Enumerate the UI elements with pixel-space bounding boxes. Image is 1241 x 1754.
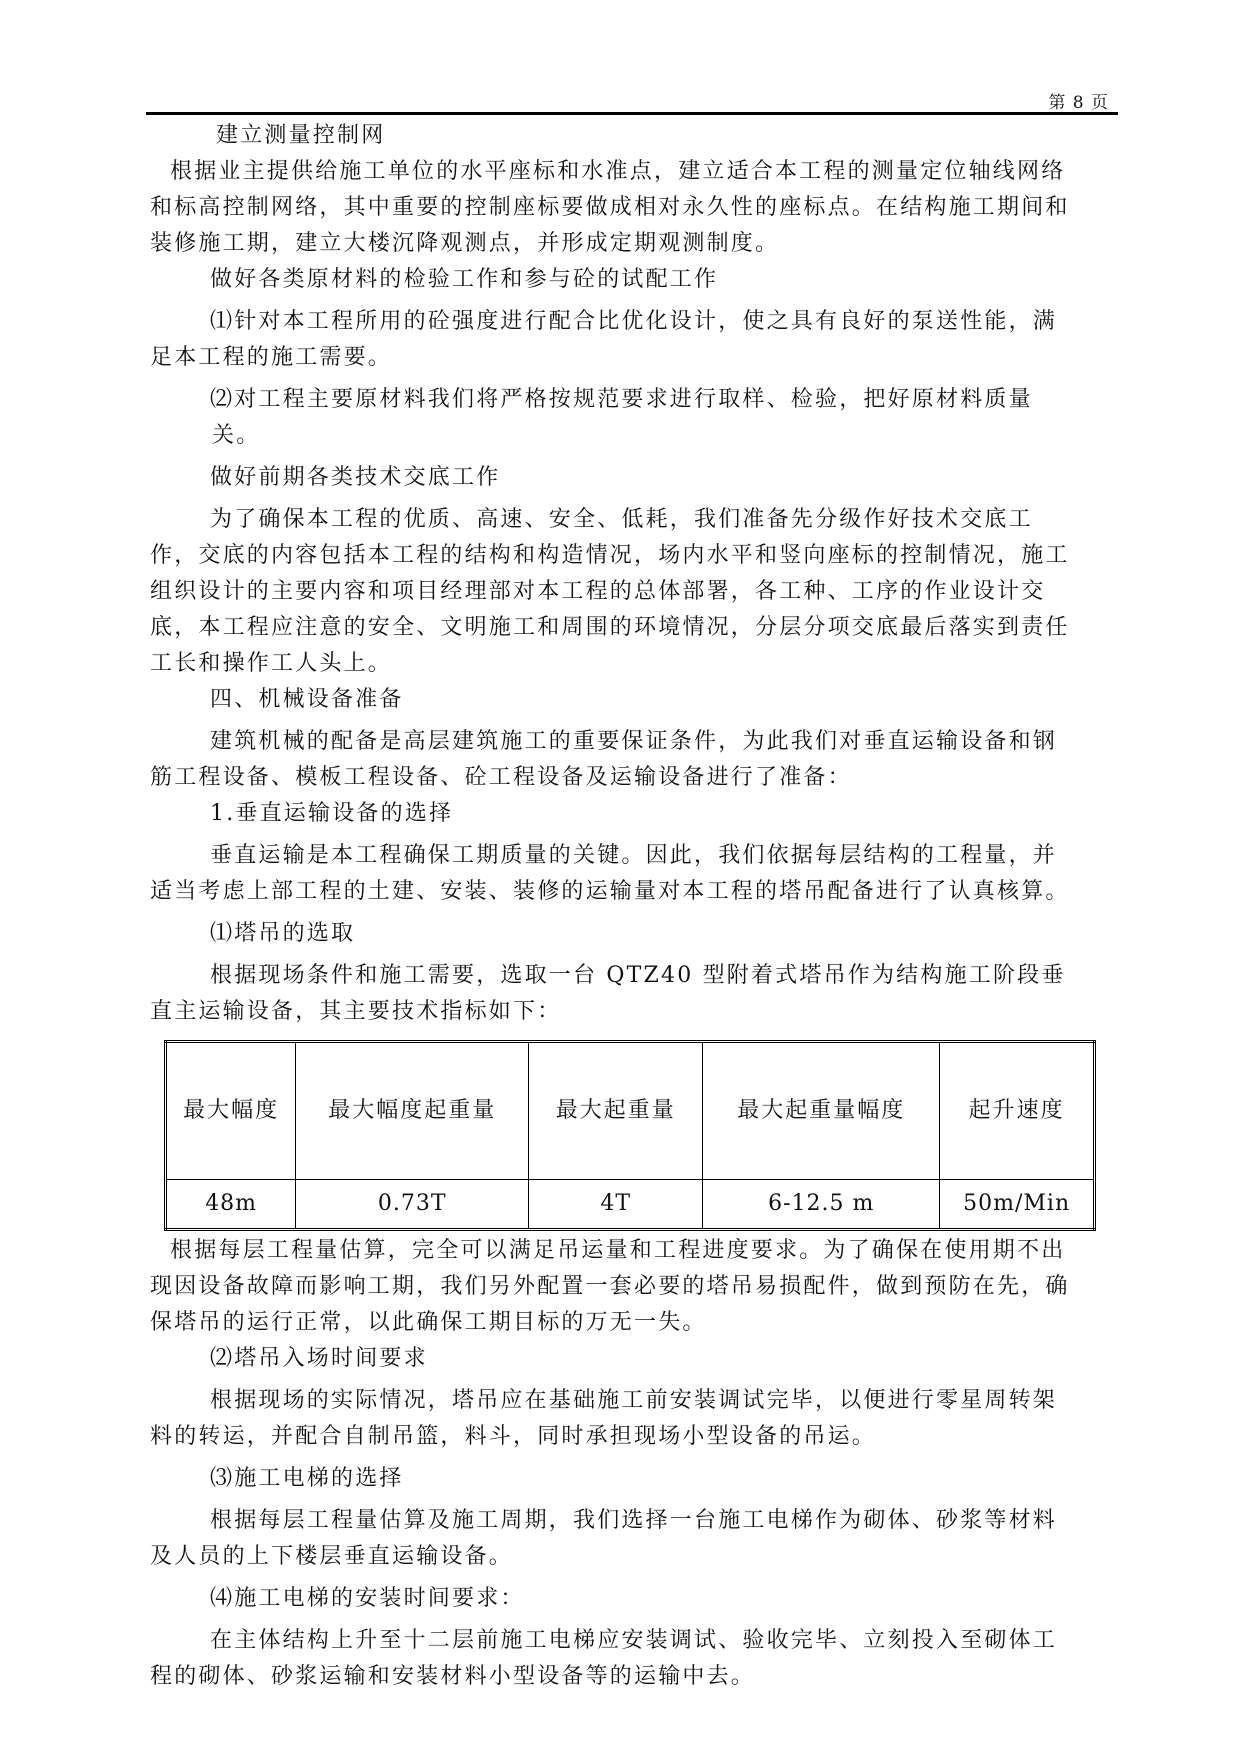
table-cell: 4T (529, 1180, 703, 1230)
table-header-cell: 最大起重量幅度 (703, 1042, 940, 1180)
heading-survey-network: 建立测量控制网 (216, 123, 386, 148)
table-header-cell: 最大幅度起重量 (296, 1042, 529, 1180)
table-cell: 0.73T (296, 1180, 529, 1230)
paragraph-technical-briefing: 为了确保本工程的优质、高速、安全、低耗，我们准备先分级作好技术交底工作，交底的内容包括本工程的结构和构造情况，场内水平和竖向座标的控制情况，施工组织设计的主要内容和项目经理部对本工程的总体部署，各工种、工序的作业设计交底，本工程应注意的安全、文明施工和周围的环境情况，分层分项交底最后落实到责任工长和操作工人头上。 (150, 507, 1070, 676)
page-number: 第 8 页 (1048, 93, 1109, 113)
paragraph-crane-entry: 根据现场的实际情况，塔吊应在基础施工前安装调试完毕，以便进行零星周转架料的转运，并配合自制吊篮，料斗，同时承担现场小型设备的吊运。 (150, 1388, 1058, 1449)
paragraph-elevator-install: 在主体结构上升至十二层前施工电梯应安装调试、验收完毕、立刻投入至砌体工程的砌体、砂浆运输和安装材料小型设备等的运输中去。 (150, 1628, 1058, 1689)
table-header-cell: 起升速度 (940, 1042, 1095, 1180)
table-cell: 6-12.5 m (703, 1180, 940, 1230)
table-cell: 48m (166, 1180, 296, 1230)
crane-spec-table (164, 1040, 1096, 1231)
paragraph-elevator-selection: 根据每层工程量估算及施工周期，我们选择一台施工电梯作为砌体、砂浆等材料及人员的上下楼层垂直运输设备。 (150, 1508, 1058, 1569)
paragraph-sampling-tail: 关。 (212, 423, 261, 448)
heading-machinery: 四、机械设备准备 (210, 687, 404, 712)
paragraph-crane-capacity: 根据每层工程量估算，完全可以满足吊运量和工程进度要求。为了确保在使用期不出现因设备故障而影响工期，我们另外配置一套必要的塔吊易损配件，做到预防在先，确保塔吊的运行正常，以此确保工期目标的万无一失。 (150, 1238, 1070, 1335)
table-header-cell: 最大幅度 (166, 1042, 296, 1180)
paragraph-survey-network: 根据业主提供给施工单位的水平座标和水准点，建立适合本工程的测量定位轴线网络和标高控制网络，其中重要的控制座标要做成相对永久性的座标点。在结构施工期间和装修施工期，建立大楼沉降观测点，并形成定期观测制度。 (150, 159, 1070, 256)
heading-technical-briefing: 做好前期各类技术交底工作 (210, 465, 501, 490)
table-header-cell: 最大起重量 (529, 1042, 703, 1180)
table-row (166, 1180, 1095, 1230)
header-rule (146, 112, 1118, 115)
heading-vertical-transport: 1.垂直运输设备的选择 (210, 801, 454, 826)
heading-elevator-selection: ⑶施工电梯的选择 (210, 1466, 404, 1491)
document-body (150, 118, 1080, 1695)
table-cell: 50m/Min (940, 1180, 1095, 1230)
paragraph-mix-design: ⑴针对本工程所用的砼强度进行配合比优化设计，使之具有良好的泵送性能，满足本工程的施工需要。 (150, 309, 1058, 370)
heading-elevator-install: ⑷施工电梯的安装时间要求： (210, 1586, 525, 1611)
heading-material-testing: 做好各类原材料的检验工作和参与砼的试配工作 (210, 267, 719, 292)
paragraph-vertical-transport: 垂直运输是本工程确保工期质量的关键。因此，我们依据每层结构的工程量，并适当考虑上部工程的土建、安装、装修的运输量对本工程的塔吊配备进行了认真核算。 (150, 843, 1070, 904)
heading-tower-crane: ⑴塔吊的选取 (210, 921, 356, 946)
paragraph-tower-crane: 根据现场条件和施工需要，选取一台 QTZ40 型附着式塔吊作为结构施工阶段垂直主运输设备，其主要技术指标如下： (150, 963, 1066, 1024)
table-header-row (166, 1042, 1095, 1180)
paragraph-machinery: 建筑机械的配备是高层建筑施工的重要保证条件，为此我们对垂直运输设备和钢筋工程设备、模板工程设备、砼工程设备及运输设备进行了准备： (150, 729, 1058, 790)
heading-crane-entry: ⑵塔吊入场时间要求 (210, 1346, 428, 1371)
paragraph-sampling: ⑵对工程主要原材料我们将严格按规范要求进行取样、检验，把好原材料质量 (210, 387, 1033, 412)
